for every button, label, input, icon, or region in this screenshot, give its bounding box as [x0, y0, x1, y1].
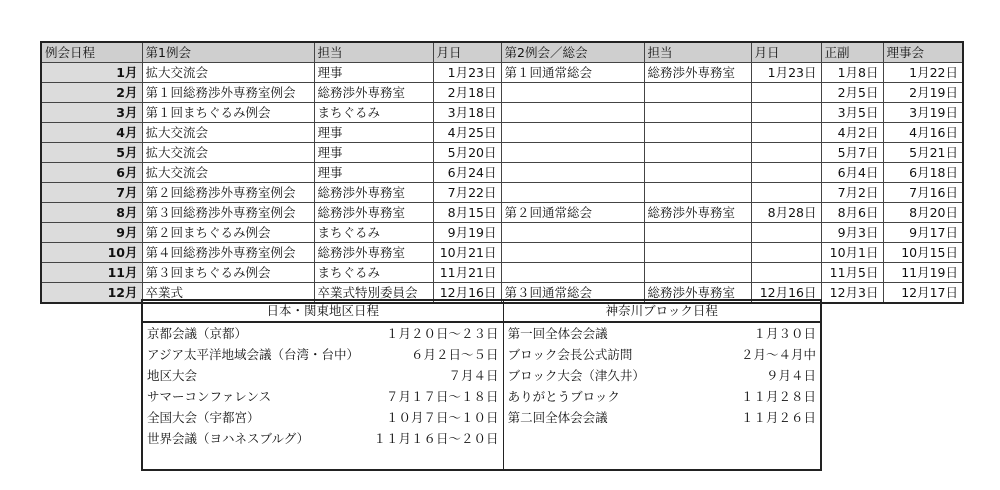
date1-cell: 3月18日 [433, 103, 501, 123]
date2-cell [751, 123, 821, 143]
owner1-cell: 理事 [314, 163, 433, 183]
schedule-item [143, 428, 503, 449]
header-cell: 第2例会／総会 [501, 42, 644, 63]
date1-cell: 11月21日 [433, 263, 501, 283]
schedule-item [504, 344, 820, 365]
seifuku-cell: 4月2日 [821, 123, 883, 143]
owner2-cell: 総務渉外専務室 [644, 283, 751, 304]
meeting2-cell: 第３回通常総会 [501, 283, 644, 304]
schedule-item-name: アジア太平洋地域会議（台湾・台中） [147, 347, 360, 362]
date2-cell: 1月23日 [751, 63, 821, 83]
schedule-item-name: 地区大会 [147, 368, 198, 383]
owner1-cell: まちぐるみ [314, 223, 433, 243]
date2-cell: 12月16日 [751, 283, 821, 304]
schedule-item [504, 323, 820, 344]
meeting2-cell: 第２回通常総会 [501, 203, 644, 223]
table-row [41, 223, 963, 243]
date1-cell: 8月15日 [433, 203, 501, 223]
header-cell: 担当 [314, 42, 433, 63]
date2-cell [751, 143, 821, 163]
month-cell: 4月 [41, 123, 142, 143]
date1-cell: 5月20日 [433, 143, 501, 163]
seifuku-cell: 11月5日 [821, 263, 883, 283]
table-row [41, 123, 963, 143]
table-row [41, 203, 963, 223]
seifuku-cell: 5月7日 [821, 143, 883, 163]
header-cell: 担当 [644, 42, 751, 63]
schedule-item-date: ９月４日 [765, 368, 816, 383]
date2-cell [751, 103, 821, 123]
riji-cell: 5月21日 [883, 143, 963, 163]
riji-cell: 1月22日 [883, 63, 963, 83]
meeting2-cell [501, 103, 644, 123]
schedule-item-name: ブロック会長公式訪問 [507, 347, 633, 362]
header-cell: 月日 [751, 42, 821, 63]
schedule-item-date: ７月４日 [448, 368, 499, 383]
meeting2-cell [501, 263, 644, 283]
meeting1-cell: 拡大交流会 [142, 163, 314, 183]
meeting1-cell: 第２回総務渉外専務室例会 [142, 183, 314, 203]
schedule-item-date: １月３０日 [753, 326, 816, 341]
date2-cell [751, 163, 821, 183]
month-cell: 9月 [41, 223, 142, 243]
meeting2-cell [501, 163, 644, 183]
riji-cell: 6月18日 [883, 163, 963, 183]
seifuku-cell: 9月3日 [821, 223, 883, 243]
riji-cell: 10月15日 [883, 243, 963, 263]
date1-cell: 7月22日 [433, 183, 501, 203]
date1-cell: 1月23日 [433, 63, 501, 83]
table-row [41, 243, 963, 263]
month-cell: 11月 [41, 263, 142, 283]
schedule-item [504, 407, 820, 428]
owner1-cell: 総務渉外専務室 [314, 203, 433, 223]
meeting2-cell [501, 143, 644, 163]
table-row [41, 183, 963, 203]
owner2-cell: 総務渉外専務室 [644, 63, 751, 83]
schedule-item-name: 全国大会（宇都宮） [147, 410, 260, 425]
month-cell: 5月 [41, 143, 142, 163]
schedule-item-name: 第一回全体会会議 [507, 326, 608, 341]
meeting2-cell [501, 243, 644, 263]
schedule-item-name: 第二回全体会会議 [507, 410, 608, 425]
table-row [41, 143, 963, 163]
date1-cell: 2月18日 [433, 83, 501, 103]
month-cell: 7月 [41, 183, 142, 203]
schedule-item-date: ６月２日～５日 [411, 347, 499, 362]
schedule-item-name: サマーコンファレンス [147, 389, 272, 404]
meeting2-cell [501, 223, 644, 243]
meeting1-cell: 拡大交流会 [142, 143, 314, 163]
schedule-item [143, 344, 503, 365]
table-row [41, 163, 963, 183]
owner1-cell: 総務渉外専務室 [314, 243, 433, 263]
header-cell: 理事会 [883, 42, 963, 63]
date2-cell [751, 263, 821, 283]
table-header-row [41, 42, 963, 63]
schedule-item [143, 407, 503, 428]
date2-cell: 8月28日 [751, 203, 821, 223]
schedule-item [143, 323, 503, 344]
riji-cell: 11月19日 [883, 263, 963, 283]
meeting1-cell: 第１回まちぐるみ例会 [142, 103, 314, 123]
owner1-cell: 総務渉外専務室 [314, 83, 433, 103]
riji-cell: 4月16日 [883, 123, 963, 143]
owner2-cell: 総務渉外専務室 [644, 203, 751, 223]
meeting1-cell: 第３回総務渉外専務室例会 [142, 203, 314, 223]
riji-cell: 8月20日 [883, 203, 963, 223]
schedule-item-date: １１月２６日 [740, 410, 816, 425]
meeting1-cell: 拡大交流会 [142, 123, 314, 143]
owner1-cell: 卒業式特別委員会 [314, 283, 433, 304]
seifuku-cell: 8月6日 [821, 203, 883, 223]
schedule-item-date: ７月１７日～１８日 [386, 389, 499, 404]
owner1-cell: 総務渉外専務室 [314, 183, 433, 203]
schedule-item-date: １１月２８日 [740, 389, 816, 404]
date1-cell: 6月24日 [433, 163, 501, 183]
header-cell: 例会日程 [41, 42, 142, 63]
riji-cell: 12月17日 [883, 283, 963, 304]
month-cell: 10月 [41, 243, 142, 263]
owner2-cell [644, 83, 751, 103]
owner2-cell [644, 183, 751, 203]
owner2-cell [644, 243, 751, 263]
owner1-cell: 理事 [314, 123, 433, 143]
seifuku-cell: 6月4日 [821, 163, 883, 183]
meeting1-cell: 第３回まちぐるみ例会 [142, 263, 314, 283]
schedule-item [504, 386, 820, 407]
table-row [41, 263, 963, 283]
schedule-item [143, 365, 503, 386]
owner2-cell [644, 103, 751, 123]
seifuku-cell: 2月5日 [821, 83, 883, 103]
month-cell: 8月 [41, 203, 142, 223]
month-cell: 12月 [41, 283, 142, 304]
japan-schedule-title: 日本・関東地区日程 [142, 300, 503, 322]
month-cell: 3月 [41, 103, 142, 123]
date2-cell [751, 243, 821, 263]
meeting2-cell: 第１回通常総会 [501, 63, 644, 83]
meeting-schedule-table [40, 41, 964, 304]
external-schedule-table [141, 299, 822, 471]
riji-cell: 3月19日 [883, 103, 963, 123]
kanagawa-schedule-title: 神奈川ブロック日程 [503, 300, 821, 322]
meeting1-cell: 第４回総務渉外専務室例会 [142, 243, 314, 263]
riji-cell: 2月19日 [883, 83, 963, 103]
kanagawa-schedule-list [503, 322, 821, 470]
owner2-cell [644, 123, 751, 143]
riji-cell: 9月17日 [883, 223, 963, 243]
schedule-item-date: １０月７日～１０日 [386, 410, 499, 425]
schedule-item-date: １月２０日～２３日 [386, 326, 499, 341]
schedule-item-date: ２月～４月中 [740, 347, 816, 362]
date2-cell [751, 183, 821, 203]
table-row [41, 83, 963, 103]
owner2-cell [644, 223, 751, 243]
schedule-item-date: １１月１６日～２０日 [373, 431, 499, 446]
schedule-item-name: 世界会議（ヨハネスブルグ） [147, 431, 310, 446]
schedule-item-name: 京都会議（京都） [147, 326, 248, 341]
meeting1-cell: 拡大交流会 [142, 63, 314, 83]
header-cell: 第1例会 [142, 42, 314, 63]
seifuku-cell: 3月5日 [821, 103, 883, 123]
meeting2-cell [501, 123, 644, 143]
owner2-cell [644, 163, 751, 183]
header-cell: 月日 [433, 42, 501, 63]
schedule-item [143, 386, 503, 407]
table-row [41, 103, 963, 123]
owner1-cell: 理事 [314, 143, 433, 163]
seifuku-cell: 1月8日 [821, 63, 883, 83]
owner1-cell: 理事 [314, 63, 433, 83]
date1-cell: 4月25日 [433, 123, 501, 143]
date1-cell: 9月19日 [433, 223, 501, 243]
date2-cell [751, 223, 821, 243]
owner1-cell: まちぐるみ [314, 263, 433, 283]
owner1-cell: まちぐるみ [314, 103, 433, 123]
seifuku-cell: 7月2日 [821, 183, 883, 203]
owner2-cell [644, 263, 751, 283]
month-cell: 2月 [41, 83, 142, 103]
header-cell: 正副 [821, 42, 883, 63]
date2-cell [751, 83, 821, 103]
meeting1-cell: 第１回総務渉外専務室例会 [142, 83, 314, 103]
meeting2-cell [501, 183, 644, 203]
japan-schedule-list [142, 322, 503, 470]
meeting1-cell: 卒業式 [142, 283, 314, 304]
date1-cell: 12月16日 [433, 283, 501, 304]
month-cell: 6月 [41, 163, 142, 183]
meeting1-cell: 第２回まちぐるみ例会 [142, 223, 314, 243]
table-row [41, 63, 963, 83]
schedule-item [504, 365, 820, 386]
meeting2-cell [501, 83, 644, 103]
owner2-cell [644, 143, 751, 163]
month-cell: 1月 [41, 63, 142, 83]
riji-cell: 7月16日 [883, 183, 963, 203]
schedule-item-name: ブロック大会（津久井） [507, 368, 645, 383]
seifuku-cell: 10月1日 [821, 243, 883, 263]
schedule-item-name: ありがとうブロック [507, 389, 620, 404]
seifuku-cell: 12月3日 [821, 283, 883, 304]
date1-cell: 10月21日 [433, 243, 501, 263]
